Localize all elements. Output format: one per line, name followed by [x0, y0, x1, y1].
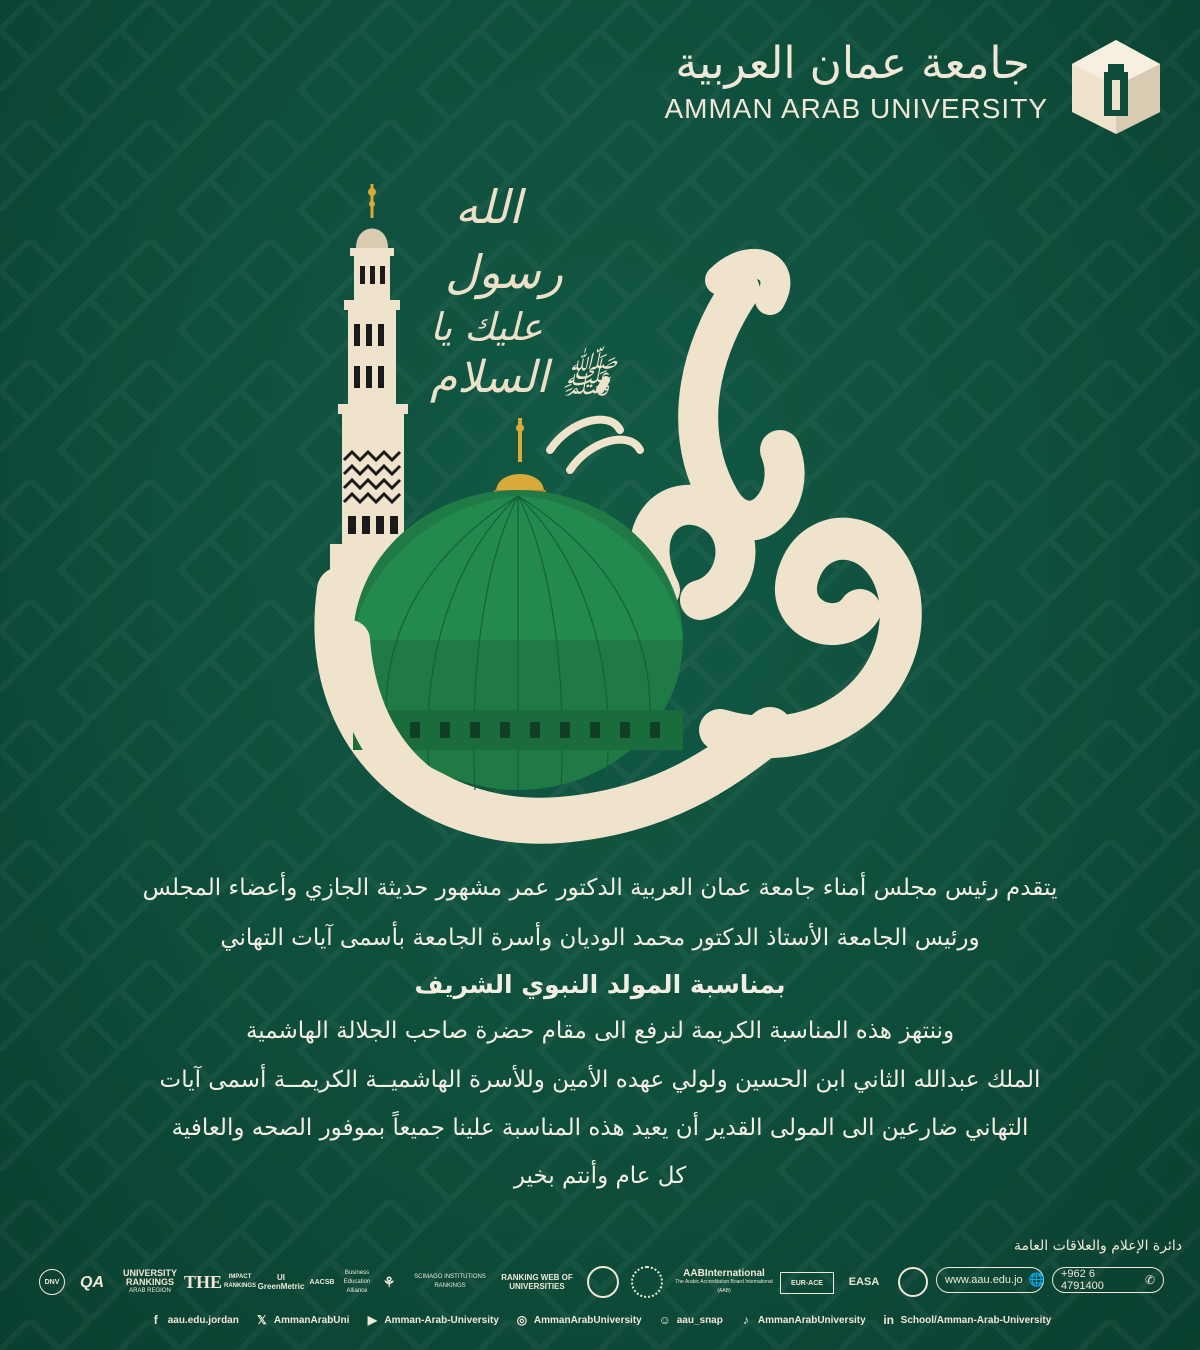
- calligraphy-alayk-ya: عليك يا: [430, 305, 543, 349]
- message-closing: كل عام وأنتم بخير: [513, 1163, 687, 1189]
- website-pill[interactable]: [936, 1267, 1044, 1293]
- social-links: [0, 1313, 1200, 1327]
- message-line-3: وننتهز هذه المناسبة الكريمة لنرفع الى مقام حضرة صاحب الجلالة الهاشمية: [245, 1018, 955, 1044]
- accreditation-seal-logo: [896, 1268, 930, 1296]
- snapchat-icon: ☺: [658, 1313, 671, 1327]
- social-snapchat[interactable]: ☺ aau_snap: [658, 1313, 723, 1327]
- university-rankings-logo: UNIVERSITY RANKINGS ARAB REGION: [122, 1267, 177, 1294]
- message-line-1: يتقدم رئيس مجلس أمناء جامعة عمان العربية الدكتور عمر مشهور حديثة الجازي وأعضاء المجلس: [142, 875, 1058, 901]
- seal-logo-2: [628, 1268, 666, 1296]
- phone-label: +962 6 4791400: [1061, 1268, 1104, 1292]
- university-name-english: AMMAN ARAB UNIVERSITY: [664, 93, 1048, 124]
- social-linkedin[interactable]: in School/Amman-Arab-University: [883, 1313, 1052, 1327]
- calligraphy-assalam: السلام: [430, 352, 549, 403]
- phone-icon: ✆: [1144, 1273, 1155, 1287]
- social-instagram[interactable]: ◎ AmmanArabUniversity: [516, 1313, 642, 1327]
- university-logo-icon: [1068, 36, 1164, 136]
- social-facebook[interactable]: f aau.edu.jordan: [149, 1313, 239, 1327]
- calligraphy-honorific: ﷺ: [560, 352, 614, 403]
- dnv-logo: DNV: [34, 1268, 70, 1296]
- eur-ace-logo: EUR-ACE: [780, 1272, 834, 1294]
- bea-logo: Business Education Alliance: [343, 1269, 371, 1294]
- seal-logo-1: [584, 1268, 622, 1296]
- department-name: دائرة الإعلام والعلاقات العامة: [1013, 1238, 1182, 1254]
- scimago-logo: SCIMAGO INSTITUTIONS RANKINGS: [414, 1274, 486, 1289]
- social-x[interactable]: 𝕏 AmmanArabUni: [255, 1313, 350, 1327]
- ui-greenmetric-logo: UI GreenMetric: [257, 1273, 305, 1291]
- calligraphy-name-muhammad: [830, 640, 862, 656]
- calligraphy-allah: الله: [455, 180, 522, 234]
- facebook-icon: f: [153, 1313, 158, 1327]
- phone-pill[interactable]: [1052, 1267, 1164, 1293]
- youtube-icon: ▶: [367, 1313, 378, 1327]
- mawlid-illustration: [300, 170, 940, 850]
- university-name-arabic: جامعة عمان العربية: [675, 38, 1030, 89]
- globe-icon: 🌐: [1028, 1272, 1045, 1287]
- x-icon: 𝕏: [257, 1313, 267, 1327]
- instagram-icon: ◎: [516, 1313, 528, 1327]
- message-line-2: ورئيس الجامعة الأستاذ الدكتور محمد الوديان وأسرة الجامعة بأسمى آيات التهاني: [220, 925, 980, 951]
- tiktok-icon: ♪: [742, 1313, 749, 1327]
- easa-logo: EASA: [848, 1275, 880, 1288]
- linkedin-icon: in: [883, 1313, 894, 1327]
- arabic-accreditation-logo: ⚘: [382, 1273, 396, 1290]
- qa-logo: QA: [80, 1273, 104, 1291]
- aab-international-logo: AABInternational The Arabic Accreditation Board International (AAB): [675, 1267, 773, 1294]
- message-line-4: الملك عبدالله الثاني ابن الحسين ولولي عهده الأمين وللأسرة الهاشميــة الكريمــة أسمى آيات: [159, 1067, 1041, 1093]
- aacsb-logo: AACSB: [309, 1278, 335, 1286]
- the-rankings-logo: THE IMPACT RANKINGS: [184, 1271, 257, 1292]
- webometrics-logo: RANKING WEB OF UNIVERSITIES: [501, 1273, 573, 1291]
- message-occasion: بمناسبة المولد النبوي الشريف: [414, 970, 786, 999]
- calligraphy-rasool: رسول: [445, 245, 563, 299]
- website-label[interactable]: www.aau.edu.jo: [945, 1274, 1023, 1286]
- social-youtube[interactable]: ▶ Amman-Arab-University: [365, 1313, 498, 1327]
- calligraphy-stroke-tall: [698, 290, 784, 521]
- social-tiktok[interactable]: ♪ AmmanArabUniversity: [739, 1313, 866, 1327]
- message-line-5: التهاني ضارعين الى المولى القدير أن يعيد هذه المناسبة علينا جميعاً بموفور الصحه والعافية: [171, 1115, 1029, 1141]
